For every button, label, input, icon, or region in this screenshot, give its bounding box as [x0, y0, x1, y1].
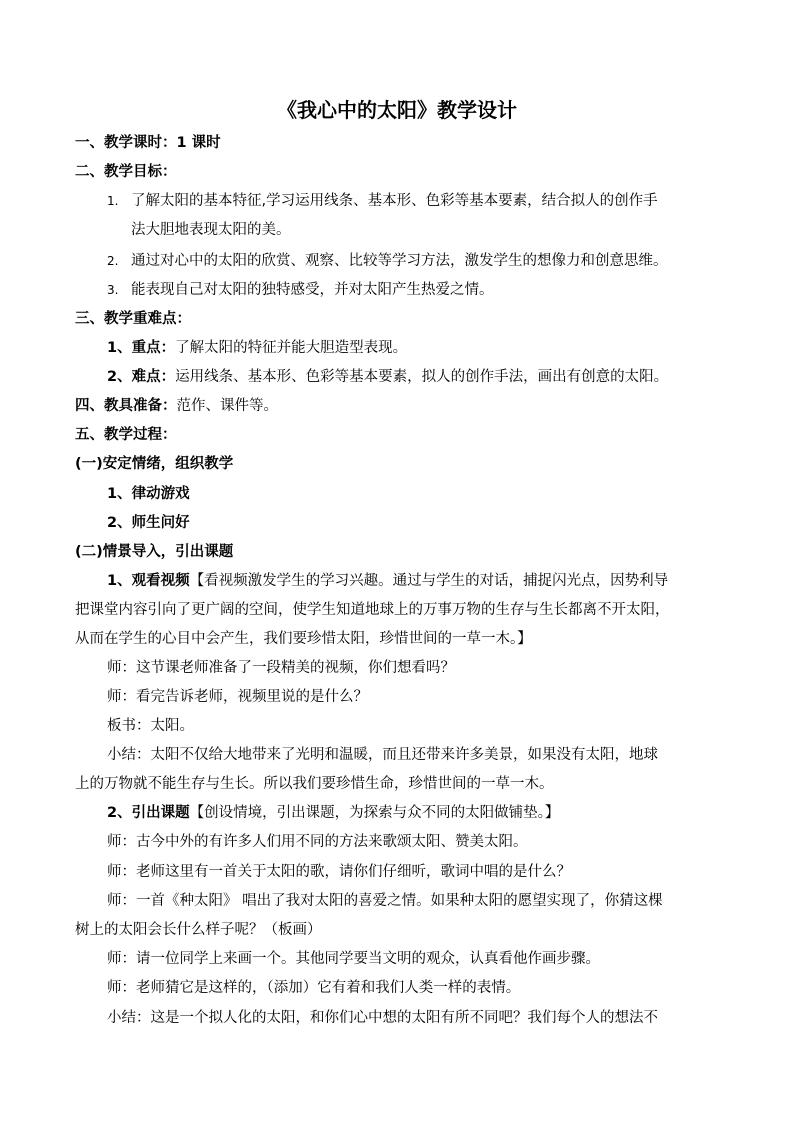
board-note: 板书：太阳。: [107, 718, 194, 734]
materials-text: 范作、课件等。: [176, 398, 278, 414]
paragraph-line: 把课堂内容引向了更广阔的空间，使学生知道地球上的万事万物的生存与生长都离不开太阳，: [75, 602, 670, 618]
introduce-topic-text: 【创设情境，引出课题，为探索与众不同的太阳做铺垫。】: [189, 805, 560, 821]
teacher-line: 师：请一位同学上来画一个。其他同学要当文明的观众，认真看他作画步骤。: [107, 951, 600, 967]
teacher-line: 师：古今中外的有许多人们用不同的方法来歌颂太阳、赞美太阳。: [107, 834, 528, 850]
objective-number: 3.: [107, 283, 119, 297]
section-lesson-hours: [75, 133, 221, 153]
teacher-line: 师：老师猜它是这样的，（添加）它有着和我们人类一样的表情。: [107, 980, 521, 996]
objective-number: 1.: [107, 194, 119, 208]
paragraph-line: 从而在学生的心目中会产生，我们要珍惜太阳，珍惜世间的一草一木。】: [75, 631, 532, 647]
objective-text-continued: 法大胆地表现太阳的美。: [131, 222, 291, 238]
summary-line: 小结：太阳不仅给大地带来了光明和温暖，而且还带来许多美景，如果没有太阳，地球: [107, 747, 658, 763]
watch-video-text: 【看视频激发学生的学习兴趣。通过与学生的对话，捕捉闪光点，因势利导: [189, 573, 669, 589]
teacher-line-continued: 树上的太阳会长什么样子呢？（板画）: [75, 922, 322, 938]
objective-number: 2.: [107, 254, 119, 268]
part-one-item: 1、律动游戏: [107, 486, 190, 502]
objective-text: 通过对心中的太阳的欣赏、观察、比较等学习方法，激发学生的想像力和创意思维。: [131, 253, 668, 269]
page-title: 《我心中的太阳》教学设计: [277, 98, 517, 122]
key-point-label: 1、重点：: [107, 340, 176, 356]
introduce-topic-label: 2、引出课题: [107, 805, 190, 821]
difficult-point: [107, 367, 668, 387]
section-label: 四、教具准备：: [75, 398, 177, 414]
objective-text: 了解太阳的基本特征,学习运用线条、基本形、色彩等基本要素，结合拟人的创作手: [131, 193, 658, 209]
section-materials: [75, 396, 278, 416]
summary-line: 小结：这是一个拟人化的太阳，和你们心中想的太阳有所不同吧？我们每个人的想法不: [107, 1010, 658, 1026]
section-key-points-heading: 三、教学重难点：: [75, 311, 191, 327]
key-point: [107, 338, 407, 358]
lesson-hours-value: 1 课时: [176, 135, 221, 151]
difficult-point-text: 运用线条、基本形、色彩等基本要素，拟人的创作手法，画出有创意的太阳。: [175, 369, 669, 385]
teacher-line: 师：看完告诉老师，视频里说的是什么？: [107, 689, 368, 705]
watch-video-label: 1、观看视频: [107, 573, 190, 589]
watch-video-paragraph: [107, 571, 668, 591]
part-two-heading: (二)情景导入，引出课题: [75, 544, 234, 560]
difficult-point-label: 2、难点：: [107, 369, 176, 385]
introduce-topic-paragraph: [107, 803, 559, 823]
section-label: 一、教学课时：: [75, 135, 177, 151]
section-process-heading: 五、教学过程：: [75, 427, 177, 443]
teacher-line: 师：这节课老师准备了一段精美的视频，你们想看吗？: [107, 660, 455, 676]
summary-line: 上的万物就不能生存与生长。所以我们要珍惜生命，珍惜世间的一草一木。: [75, 776, 554, 792]
part-one-heading: (一)安定情绪，组织教学: [75, 456, 234, 472]
key-point-text: 了解太阳的特征并能大胆造型表现。: [175, 340, 408, 356]
teacher-line: 师：一首《种太阳》 唱出了我对太阳的喜爱之情。如果种太阳的愿望实现了，你猜这棵: [107, 893, 663, 909]
teacher-line: 师：老师这里有一首关于太阳的歌，请你们仔细听，歌词中唱的是什么？: [107, 864, 571, 880]
objective-text: 能表现自己对太阳的独特感受，并对太阳产生热爱之情。: [131, 282, 494, 298]
section-objectives-heading: 二、教学目标：: [75, 164, 177, 180]
part-one-item: 2、师生问好: [107, 515, 190, 531]
